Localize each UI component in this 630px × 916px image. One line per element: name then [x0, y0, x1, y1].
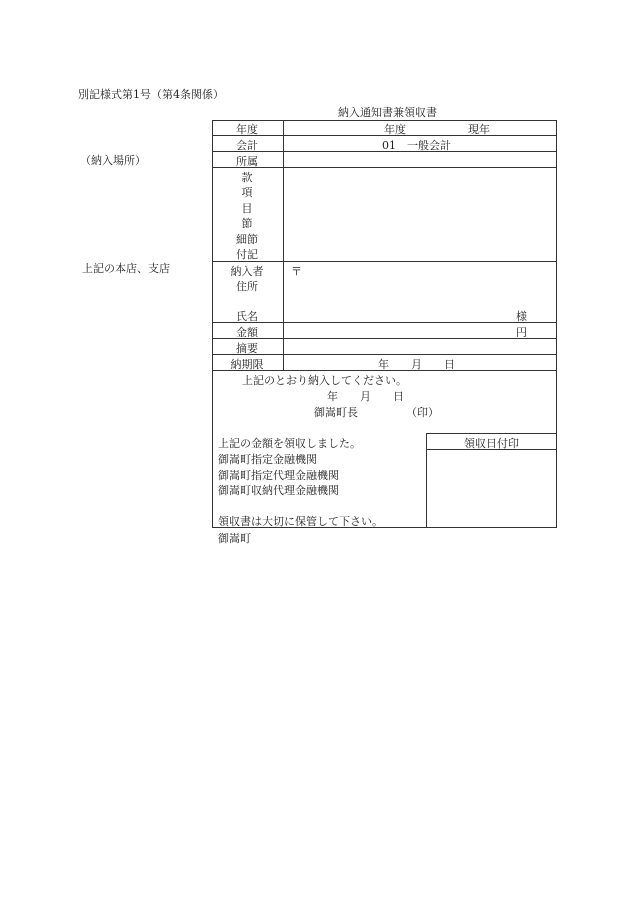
receipt-date-stamp-label: 領収日付印: [464, 437, 519, 450]
budget-item-setsu: 節: [241, 217, 253, 230]
address-label: 住所: [236, 280, 258, 293]
budget-item-kan: 款: [241, 171, 253, 184]
mayor-title: 御嵩町長: [314, 406, 358, 419]
payment-place-label: （納入場所）: [80, 154, 146, 167]
summary-label: 摘要: [236, 342, 258, 355]
designated-agent-institution: 御嵩町指定代理金融機関: [218, 469, 339, 482]
notice-date: 年 月 日: [327, 390, 404, 403]
postal-mark: 〒: [291, 265, 302, 278]
deadline-date: 年 月 日: [378, 358, 455, 371]
seal-mark: （印）: [406, 406, 439, 419]
department-label: 所属: [236, 155, 258, 168]
fiscal-year-label: 年度: [236, 123, 258, 136]
honorific-sama: 様: [516, 310, 527, 323]
payer-label: 納入者: [230, 265, 264, 278]
budget-item-saisetsu: 細節: [236, 233, 258, 246]
budget-item-moku: 目: [241, 202, 253, 215]
name-label: 氏名: [236, 310, 258, 323]
currency-yen: 円: [516, 326, 527, 339]
account-value: 01 一般会計: [382, 139, 451, 152]
form-title: 納入通知書兼領収書: [338, 106, 437, 119]
issuer-town: 御嵩町: [218, 532, 251, 545]
account-label: 会計: [236, 139, 258, 152]
budget-item-fuki: 付記: [236, 248, 258, 261]
current-year-label: 現年: [468, 123, 490, 136]
deadline-label: 納期限: [230, 358, 264, 371]
amount-label: 金額: [236, 326, 258, 339]
designated-institution: 御嵩町指定金融機関: [218, 453, 317, 466]
received-text: 上記の金額を領収しました。: [218, 437, 361, 450]
bank-branch-label: 上記の本店、支店: [82, 262, 170, 275]
collection-agent-institution: 御嵩町収納代理金融機関: [218, 484, 339, 497]
fiscal-year-value: 年度: [384, 123, 406, 136]
form-number: 別記様式第1号（第4条関係）: [78, 88, 224, 101]
keep-receipt-note: 領収書は大切に保管して下さい。: [218, 515, 383, 528]
budget-item-kou: 項: [241, 186, 253, 199]
notice-text: 上記のとおり納入してください。: [242, 374, 407, 387]
